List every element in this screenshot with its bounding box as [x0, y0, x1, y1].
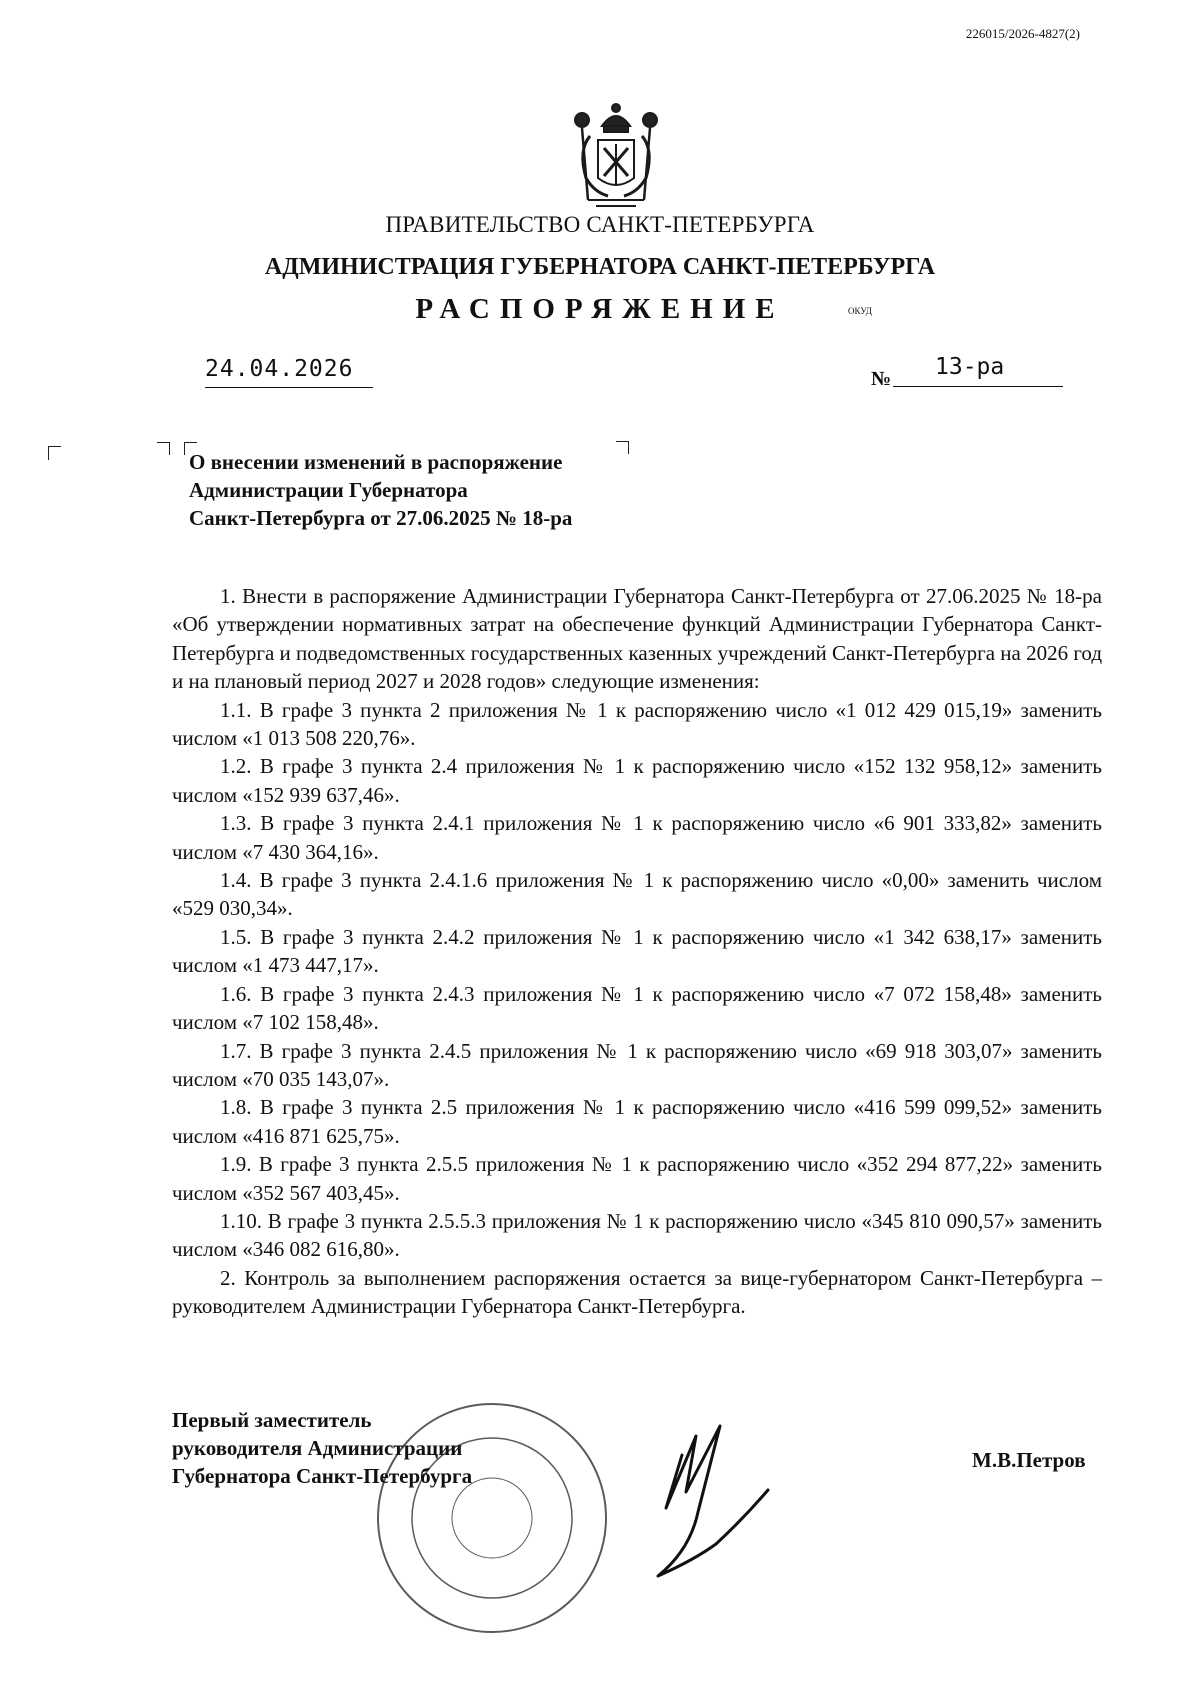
signer-title-line: Губернатора Санкт-Петербурга [172, 1464, 473, 1488]
handwritten-signature [640, 1400, 790, 1585]
subject-line: Администрации Губернатора [189, 478, 468, 502]
paragraph: 1.2. В графе 3 пункта 2.4 приложения № 1 к распоряжению число «152 132 958,12» заменить числом «152 939 637,46». [172, 754, 1102, 807]
registration-number: 226015/2026-4827(2) [965, 26, 1080, 41]
document-number: 13-ра [935, 354, 1005, 380]
signer-title [172, 1406, 472, 1490]
paragraph: 1. Внести в распоряжение Администрации Губернатора Санкт-Петербурга от 27.06.2025 № 18-ра «Об утверждении нормативных затрат на обеспечение функций Администрации Губернатора Санкт-Петербурга и подведомственных государственных казенных учреждений Санкт-Петербурга на 2026 год и на плановый период 2027 и 2028 годов» следующие изменения: [172, 584, 1102, 694]
subject-line: О внесении изменений в распоряжение [189, 450, 563, 474]
paragraph: 1.8. В графе 3 пункта 2.5 приложения № 1 к распоряжению число «416 599 099,52» заменить числом «416 871 625,75». [172, 1095, 1102, 1148]
signer-name: М.В.Петров [972, 1448, 1086, 1472]
document-subject [189, 448, 572, 532]
signer-title-line: Первый заместитель [172, 1408, 372, 1432]
date-underline [205, 387, 373, 388]
number-underline [893, 386, 1063, 387]
subject-corner-mark [157, 442, 170, 455]
paragraph: 1.10. В графе 3 пункта 2.5.5.3 приложения № 1 к распоряжению число «345 810 090,57» заменить числом «346 082 616,80». [172, 1208, 1102, 1262]
signer-title-line: руководителя Администрации [172, 1436, 463, 1460]
government-title: ПРАВИТЕЛЬСТВО САНКТ-ПЕТЕРБУРГА [385, 212, 815, 237]
paragraph: 1.3. В графе 3 пункта 2.4.1 приложения № 1 к распоряжению число «6 901 333,82» заменить числом «7 430 364,16». [172, 811, 1102, 864]
subject-line: Санкт-Петербурга от 27.06.2025 № 18-ра [189, 506, 573, 530]
paragraph: 1.4. В графе 3 пункта 2.4.1.6 приложения № 1 к распоряжению число «0,00» заменить числом «529 030,34». [172, 868, 1102, 921]
paragraph: 1.1. В графе 3 пункта 2 приложения № 1 к распоряжению число «1 012 429 015,19» заменить числом «1 013 508 220,76». [172, 697, 1102, 751]
administration-title: АДМИНИСТРАЦИЯ ГУБЕРНАТОРА САНКТ-ПЕТЕРБУРГА [264, 254, 936, 280]
paragraph: 1.5. В графе 3 пункта 2.4.2 приложения № 1 к распоряжению число «1 342 638,17» заменить числом «1 473 447,17». [172, 924, 1102, 978]
coat-of-arms-icon [568, 100, 664, 212]
okud-label: ОКУД [848, 306, 872, 316]
subject-corner-mark [616, 441, 629, 454]
paragraph: 1.9. В графе 3 пункта 2.5.5 приложения № 1 к распоряжению число «352 294 877,22» заменить числом «352 567 403,45». [172, 1152, 1102, 1205]
paragraph: 1.7. В графе 3 пункта 2.4.5 приложения № 1 к распоряжению число «69 918 303,07» заменить числом «70 035 143,07». [172, 1038, 1102, 1091]
margin-corner-mark [48, 446, 61, 459]
document-date: 24.04.2026 [205, 356, 354, 382]
number-sign: № [871, 368, 892, 390]
paragraph: 1.6. В графе 3 пункта 2.4.3 приложения № 1 к распоряжению число «7 072 158,48» заменить числом «7 102 158,48». [172, 981, 1102, 1035]
paragraph: 2. Контроль за выполнением распоряжения остается за вице-губернатором Санкт-Петербурга – руководителем Администрации Губернатора Санкт-Петербурга. [172, 1265, 1102, 1319]
document-body [172, 582, 1102, 1321]
document-type: РАСПОРЯЖЕНИЕ [415, 293, 785, 325]
